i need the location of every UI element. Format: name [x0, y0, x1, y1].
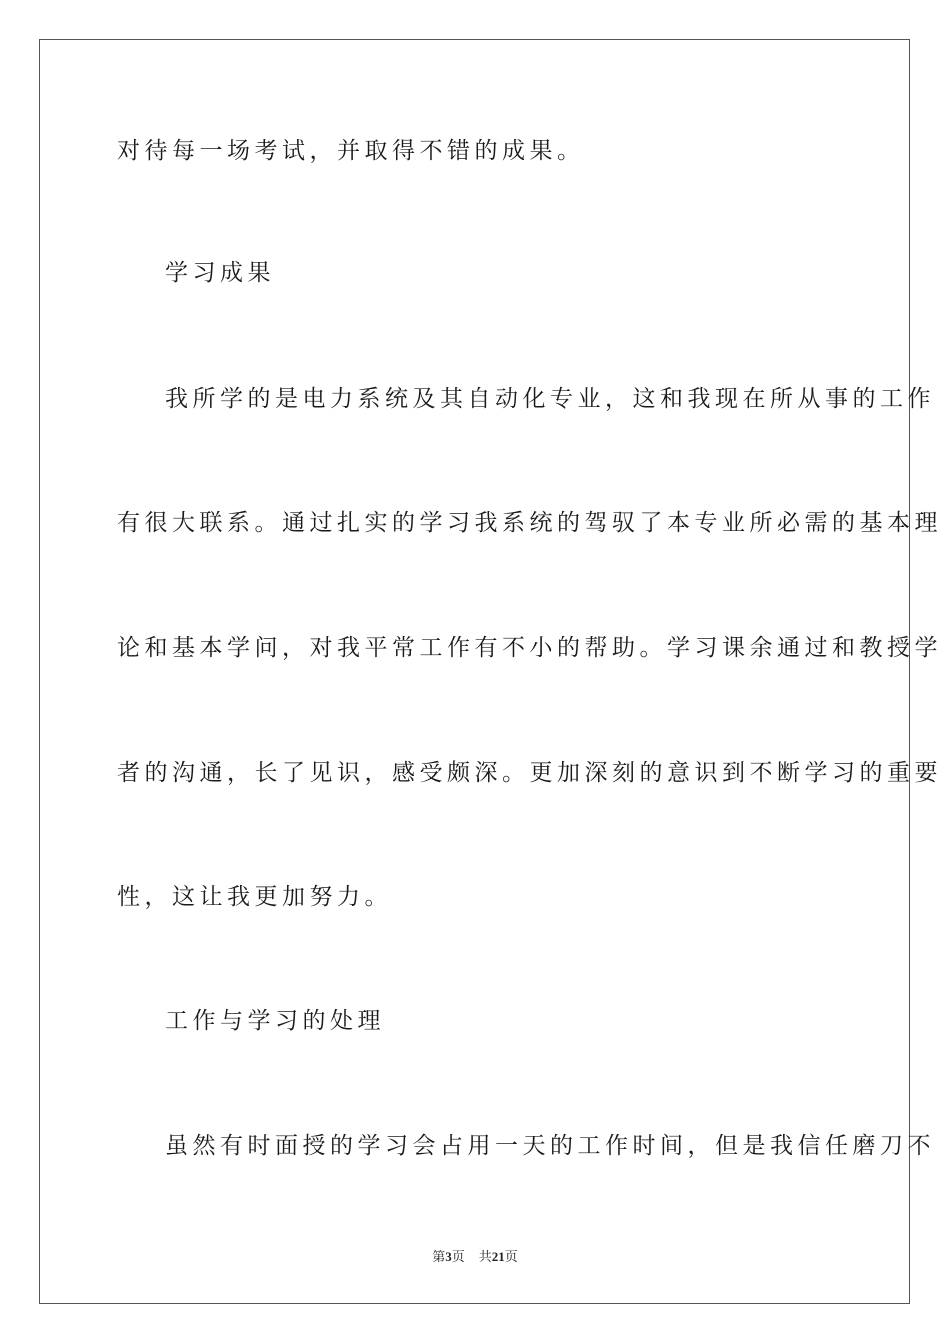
page-number-prefix: 第	[432, 1249, 446, 1264]
current-page-number: 3	[445, 1249, 452, 1264]
body-text-line: 论和基本学问，对我平常工作有不小的帮助。学习课余通过和教授学	[117, 635, 942, 661]
body-text-line: 有很大联系。通过扎实的学习我系统的驾驭了本专业所必需的基本理	[117, 510, 942, 536]
body-text-line: 者的沟通，长了见识，感受颇深。更加深刻的意识到不断学习的重要	[117, 760, 942, 786]
body-text-line: 对待每一场考试，并取得不错的成果。	[117, 138, 585, 164]
total-page-count: 21	[491, 1249, 505, 1264]
section-heading: 工作与学习的处理	[165, 1008, 385, 1034]
page-footer	[0, 1248, 950, 1266]
body-text-line: 我所学的是电力系统及其自动化专业，这和我现在所从事的工作	[165, 386, 935, 412]
total-pages-prefix: 共	[478, 1249, 492, 1264]
section-heading: 学习成果	[165, 260, 275, 286]
page-number-suffix: 页	[451, 1249, 465, 1264]
total-pages-suffix: 页	[504, 1249, 518, 1264]
body-text-line: 性，这让我更加努力。	[117, 884, 392, 910]
body-text-line: 虽然有时面授的学习会占用一天的工作时间，但是我信任磨刀不	[165, 1133, 935, 1159]
page-border	[39, 39, 910, 1304]
